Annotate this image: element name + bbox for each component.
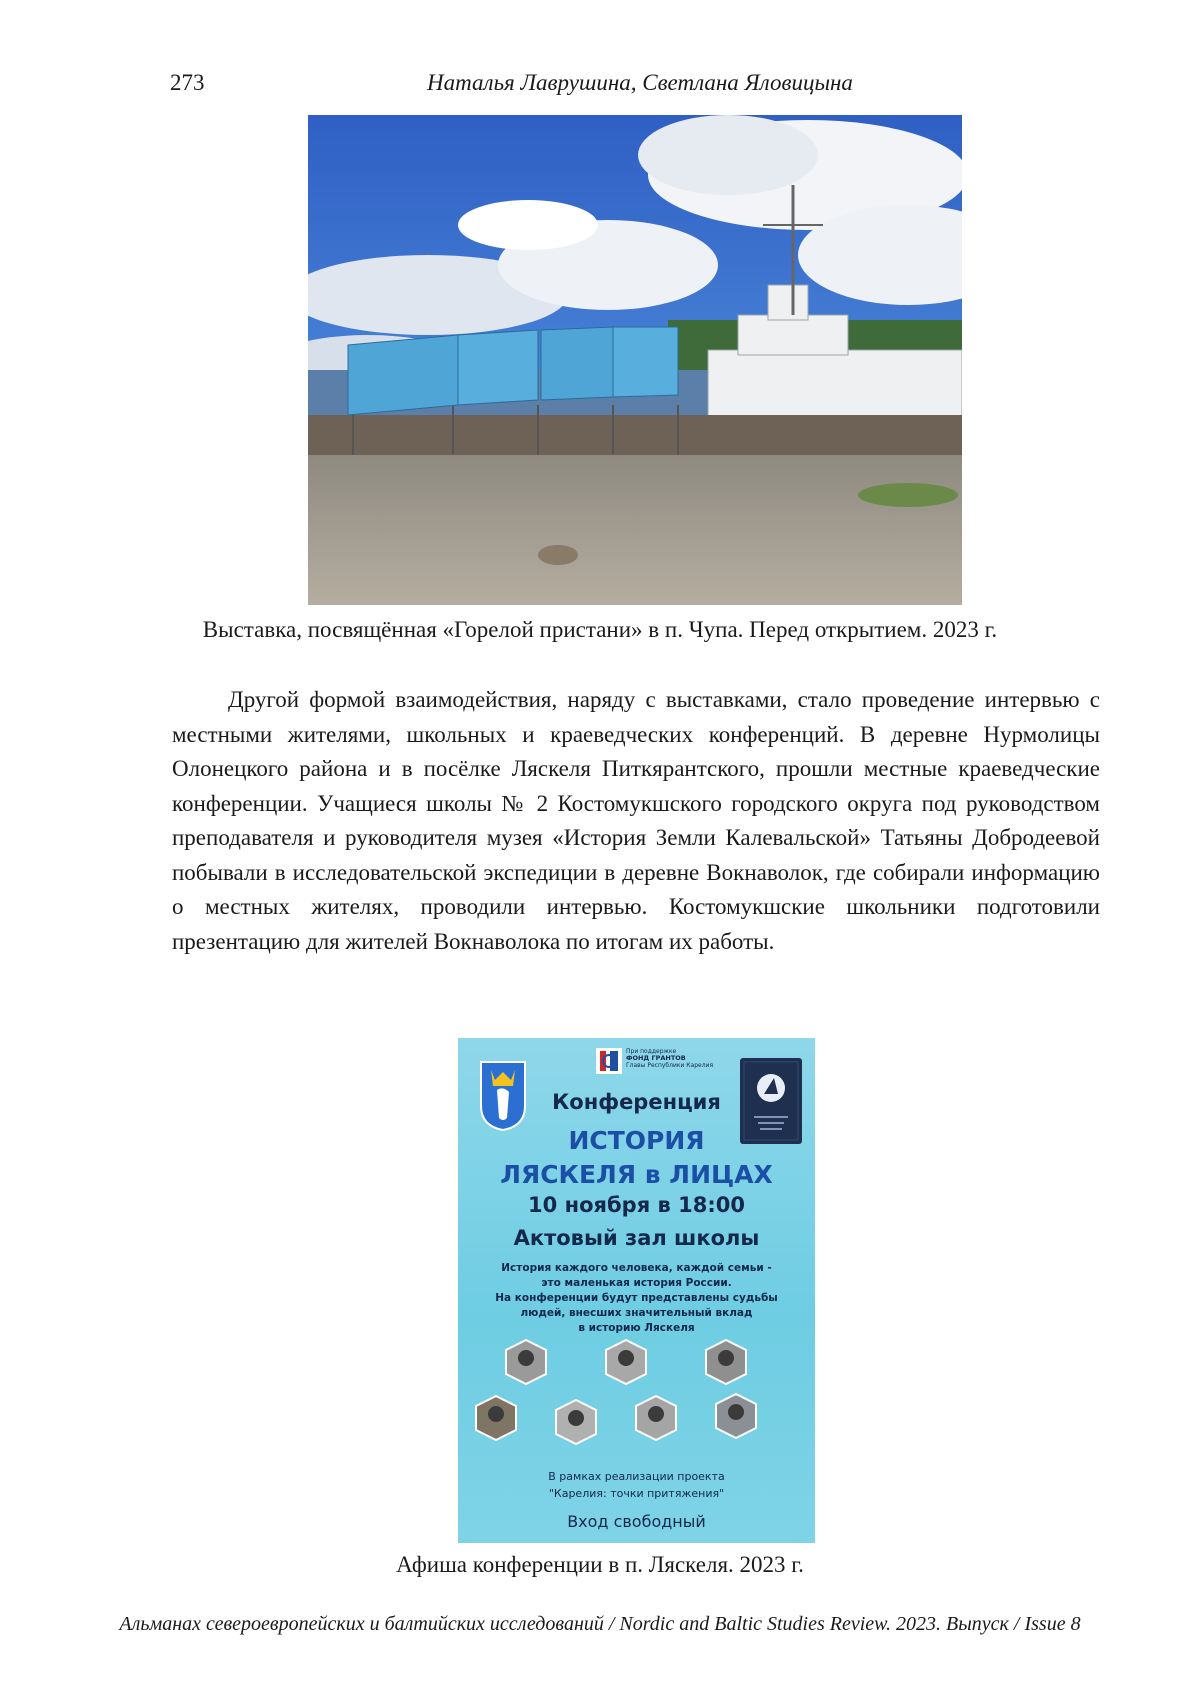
running-head-authors: Наталья Лаврушина, Светлана Яловицына: [427, 70, 853, 95]
poster-project-line: В рамках реализации проекта: [548, 1470, 725, 1483]
pier-exhibition-photo: [308, 115, 962, 605]
fund-name: ФОНД ГРАНТОВ: [626, 1054, 686, 1062]
conference-poster: [458, 1038, 815, 1543]
portrait-hexagons: [458, 1338, 815, 1458]
poster-description: [476, 1261, 797, 1336]
poster-date: 10 ноября в 18:00: [528, 1193, 745, 1217]
poster-description-line: История каждого человека, каждой семьи -: [501, 1262, 772, 1274]
grants-fund-logo-icon: [596, 1048, 622, 1074]
body-paragraph: Другой формой взаимодействия, наряду с выставками, стало проведение интервью с местными жителями, школьных и краеведческих конференций. В деревне Нурмолицы Олонецкого района и в посёлке Ляскеля Питкярантского, прошли местные краеведческие конференции. Учащиеся школы № 2 Костомукшского городского округа под руководством преподавателя и руководителя музея «История Земли Калевальской» Татьяны Добродеевой побывали в исследовательской экспедиции в деревне Вокнаволок, где собирали информацию о местных жителях, проводили интервью. Костомукшские школьники подготовили презентацию для жителей Вокнаволока по итогам их работы.: [172, 687, 1100, 954]
poster-place: Актовый зал школы: [513, 1226, 760, 1250]
poster-project-line: "Карелия: точки притяжения": [548, 1487, 725, 1500]
page-number: 273: [170, 70, 205, 95]
poster-title-line: ИСТОРИЯ: [568, 1126, 705, 1155]
poster-conference-label: Конференция: [552, 1090, 721, 1114]
poster-project: [458, 1468, 815, 1502]
poster-description-line: На конференции будут представлены судьбы: [495, 1292, 778, 1304]
fund-support-text: [626, 1048, 746, 1069]
fund-line: При поддержке: [626, 1048, 677, 1055]
poster-title-line: ЛЯСКЕЛЯ в ЛИЦАХ: [500, 1160, 773, 1189]
poster-description-line: это маленькая история России.: [541, 1277, 732, 1289]
figure-2-caption: Афиша конференции в п. Ляскеля. 2023 г.: [396, 1552, 804, 1577]
poster-description-line: людей, внесших значительный вклад: [520, 1307, 753, 1319]
fund-line: Главы Республики Карелия: [626, 1062, 714, 1069]
poster-description-line: в историю Ляскеля: [578, 1322, 695, 1334]
poster-entry: Вход свободный: [567, 1512, 706, 1531]
journal-footer: Альманах североевропейских и балтийских исследований / Nordic and Baltic Studies Review. 2023. Выпуск / Issue 8: [119, 1613, 1081, 1635]
poster-title: [458, 1124, 815, 1192]
figure-1-caption: Выставка, посвящённая «Горелой пристани» в п. Чупа. Перед открытием. 2023 г.: [202, 617, 998, 642]
